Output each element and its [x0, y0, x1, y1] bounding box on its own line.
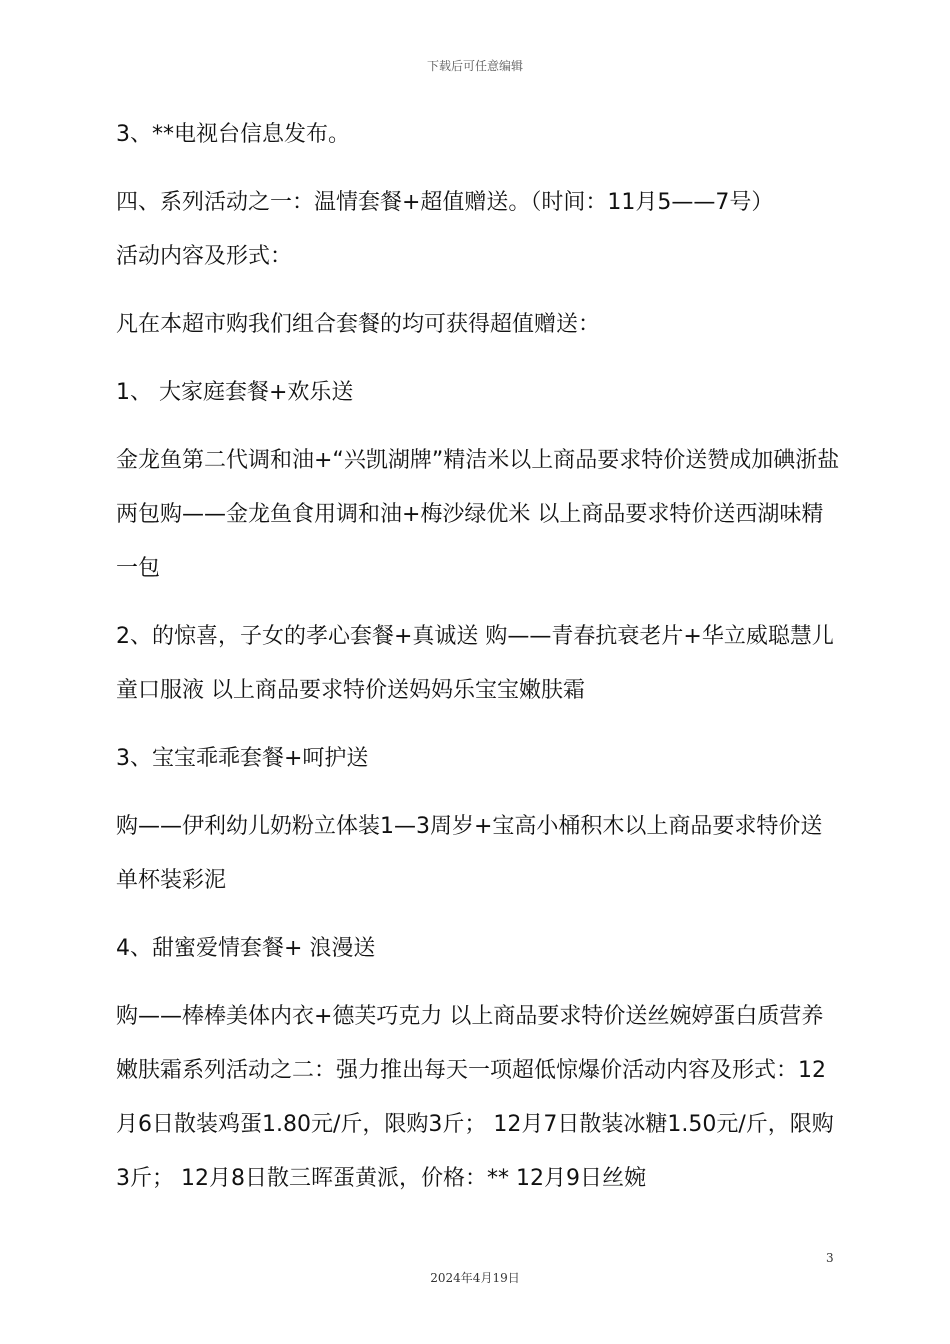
document-body — [116, 108, 840, 1220]
paragraph-filial-package: 2、的惊喜，子女的孝心套餐+真诚送 购——青春抗衰老片+华立威聪慧儿童口服液 以上商品要求特价送妈妈乐宝宝嫩肤霜 — [116, 624, 834, 703]
page-header: 下载后可任意编辑 — [426, 59, 523, 73]
page-number: 3 — [826, 1251, 834, 1265]
paragraph-baby-details: 购——伊利幼儿奶粉立体装1—3周岁+宝高小桶积木以上商品要求特价送单杯装彩泥 — [116, 814, 823, 893]
paragraph-love-details: 购——棒棒美体内衣+德芙巧克力 以上商品要求特价送丝婉婷蛋白质营养嫩肤霜系列活动之二：强力推出每天一项超低惊爆价活动内容及形式：12月6日散装鸡蛋1.80元/斤，限购3斤； 12月7日散装冰糖1.50元/斤，限购3斤； 12月8日散三晖蛋黄派，价格：** 12月9日丝婉 — [116, 1004, 834, 1191]
paragraph-series-one-title: 四、系列活动之一：温情套餐+超值赠送。（时间：11月5——7号） — [116, 190, 774, 215]
paragraph-activity-content: 活动内容及形式： — [116, 244, 293, 269]
paragraph-tv-info: 3、**电视台信息发布。 — [116, 122, 350, 147]
paragraph-baby-package: 3、宝宝乖乖套餐+呵护送 — [116, 746, 369, 771]
footer-date: 2024年4月19日 — [430, 1271, 520, 1285]
paragraph-family-package: 1、 大家庭套餐+欢乐送 — [116, 380, 354, 405]
paragraph-family-details: 金龙鱼第二代调和油+“兴凯湖牌”精洁米以上商品要求特价送赞成加碘浙盐两包购——金龙鱼食用调和油+梅沙绿优米 以上商品要求特价送西湖味精一包 — [116, 448, 840, 581]
paragraph-gift-intro: 凡在本超市购我们组合套餐的均可获得超值赠送： — [116, 312, 601, 337]
paragraph-love-package: 4、甜蜜爱情套餐+ 浪漫送 — [116, 936, 376, 961]
